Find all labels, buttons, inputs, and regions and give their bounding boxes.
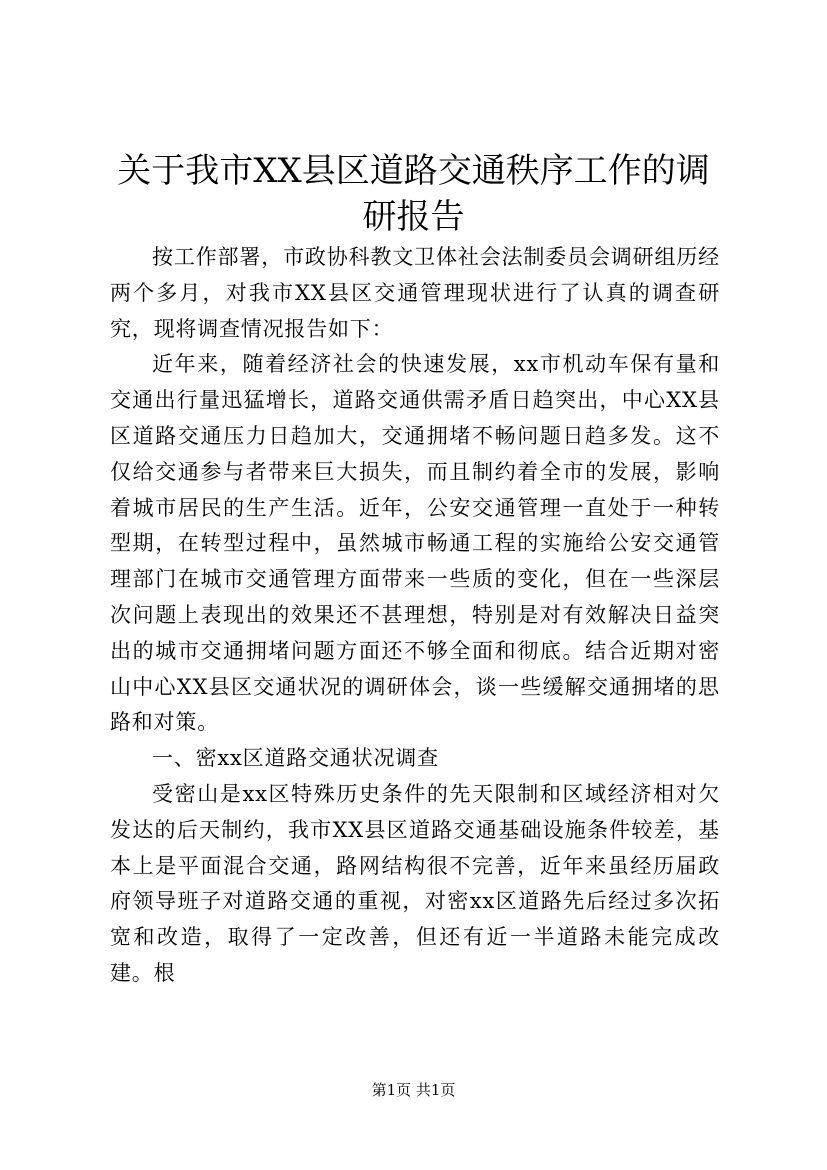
section-heading: 一、密xx区道路交通状况调查 [152,746,439,771]
document-body [110,240,720,992]
paragraph-intro: 按工作部署，市政协科教文卫体社会法制委员会调研组历经两个多月，对我市XX县区交通管理现状进行了认真的调查研究，现将调查情况报告如下： [110,245,720,341]
paragraph-survey: 受密山是xx区特殊历史条件的先天限制和区域经济相对欠发达的后天制约，我市XX县区道路交通基础设施条件较差，基本上是平面混合交通，路网结构很不完善，近年来虽经历届政府领导班子对道路交通的重视，对密xx区道路先后经过多次拓宽和改造，取得了一定改善，但还有近一半道路未能完成改建。根 [110,781,720,985]
document-title: 关于我市XX县区道路交通秩序工作的调研报告 [117,151,710,237]
paragraph-background: 近年来，随着经济社会的快速发展，xx市机动车保有量和交通出行量迅猛增长，道路交通供需矛盾日趋突出，中心XX县区道路交通压力日趋加大，交通拥堵不畅问题日趋多发。这不仅给交通参与者带来巨大损失，而且制约着全市的发展，影响着城市居民的生产生活。近年，公安交通管理一直处于一种转型期，在转型过程中，虽然城市畅通工程的实施给公安交通管理部门在城市交通管理方面带来一些质的变化，但在一些深层次问题上表现出的效果还不甚理想，特别是对有效解决日益突出的城市交通拥堵问题方面还不够全面和彻底。结合近期对密山中心XX县区交通状况的调研体会，谈一些缓解交通拥堵的思路和对策。 [110,352,720,735]
page-footer: 第1页 共1页 [371,1081,456,1099]
